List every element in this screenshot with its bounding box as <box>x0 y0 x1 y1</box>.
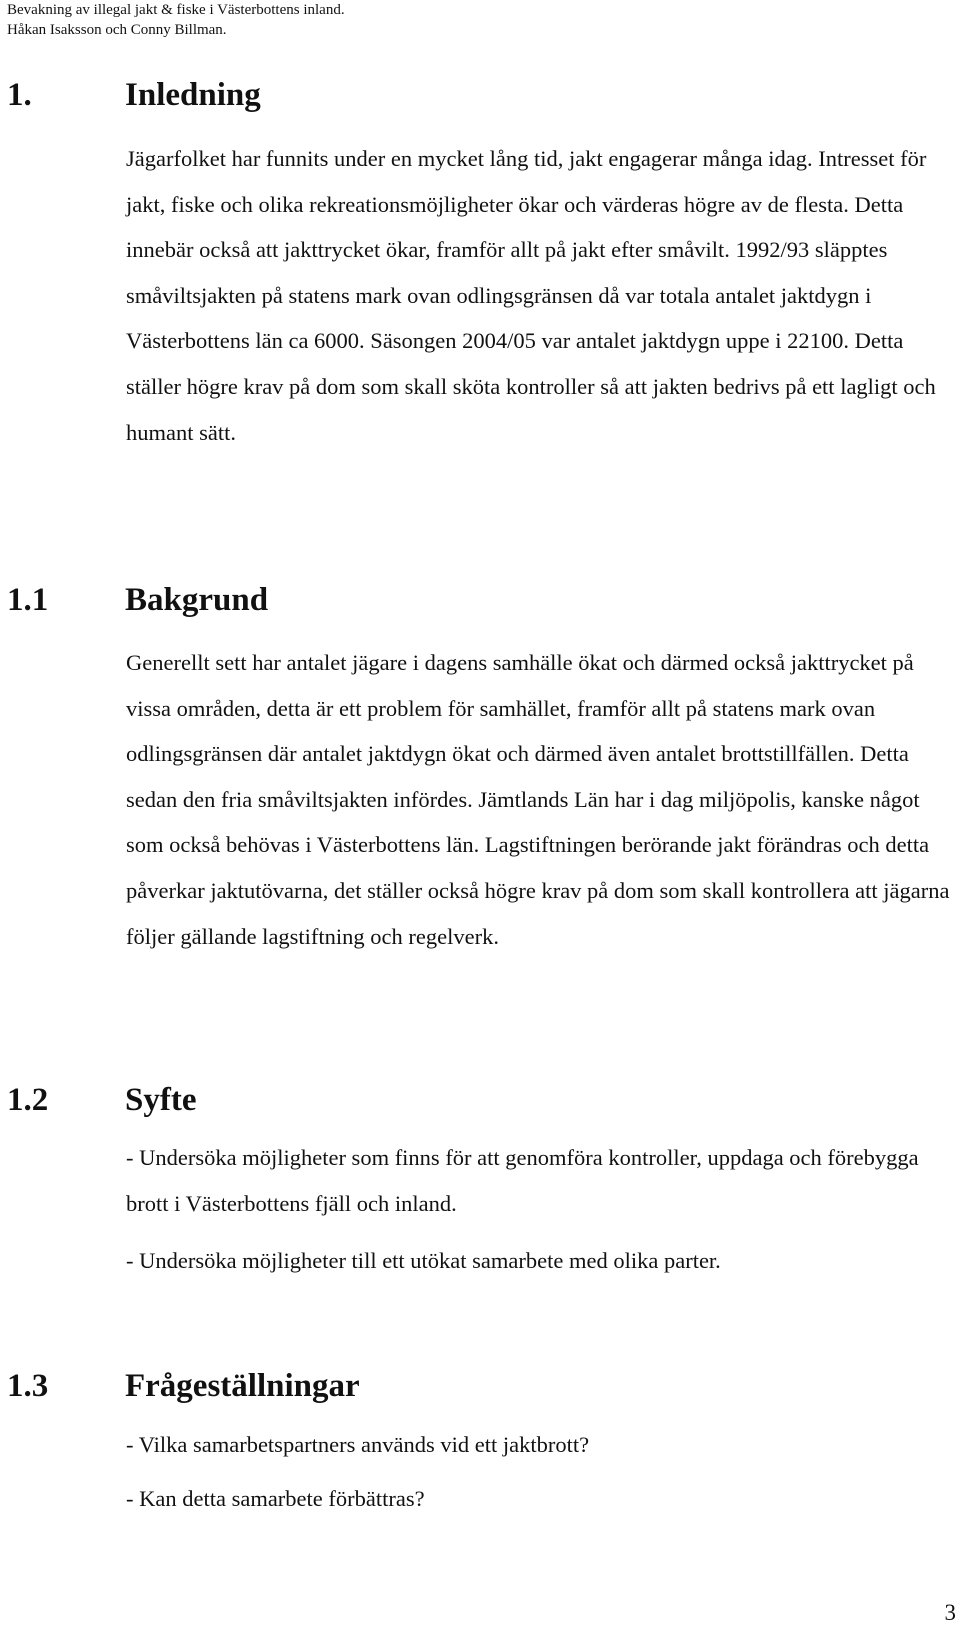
section-title: Frågeställningar <box>125 1368 360 1404</box>
header-authors: Håkan Isaksson och Conny Billman. <box>7 22 227 38</box>
section-number: 1.1 <box>7 582 49 618</box>
section-number: 1.2 <box>7 1082 49 1118</box>
section-heading-bakgrund <box>7 580 268 620</box>
question-item: - Vilka samarbetspartners används vid ett jaktbrott? <box>126 1432 590 1457</box>
section-heading-fragestallningar <box>7 1366 360 1406</box>
section-heading-syfte <box>7 1080 196 1120</box>
purpose-item: - Undersöka möjligheter till ett utökat samarbete med olika parter. <box>126 1248 721 1273</box>
section-number: 1. <box>7 77 32 113</box>
background-paragraph: Generellt sett har antalet jägare i dagens samhälle ökat och därmed också jakttrycket på vissa områden, detta är ett problem för samhället, framför allt på statens mark ovan odlingsgränsen där antalet jaktdygn ökat och därmed även antalet brottstillfällen. Detta sedan den fria småviltsjakten infördes. Jämtlands Län har i dag miljöpolis, kanske något som också behövas i Västerbottens län. Lagstiftningen berörande jakt förändras och detta påverkar jaktutövarna, det ställer också högre krav på dom som skall kontrollera att jägarna följer gällande lagstiftning och regelverk. <box>126 650 950 949</box>
intro-paragraph-block <box>126 136 956 455</box>
purpose-item: - Undersöka möjligheter som finns för att genomföra kontroller, uppdaga och förebygga brott i Västerbottens fjäll och inland. <box>126 1145 919 1216</box>
question-item: - Kan detta samarbete förbättras? <box>126 1486 425 1511</box>
section-heading-inledning <box>7 75 261 115</box>
running-header <box>7 0 345 40</box>
section-number: 1.3 <box>7 1368 49 1404</box>
header-title: Bevakning av illegal jakt & fiske i Västerbottens inland. <box>7 2 345 18</box>
section-title: Inledning <box>125 77 261 113</box>
background-paragraph-block <box>126 640 956 959</box>
section-title: Bakgrund <box>125 582 269 618</box>
section-title: Syfte <box>125 1082 197 1118</box>
page-number: 3 <box>944 1600 956 1625</box>
intro-paragraph: Jägarfolket har funnits under en mycket lång tid, jakt engagerar många idag. Intresset för jakt, fiske och olika rekreationsmöjligheter ökar och värderas högre av de flesta. Detta innebär också att jakttrycket ökar, framför allt på jakt efter småvilt. 1992/93 släpptes småviltsjakten på statens mark ovan odlingsgränsen då var totala antalet jaktdygn i Västerbottens län ca 6000. Säsongen 2004/05 var antalet jaktdygn uppe i 22100. Detta ställer högre krav på dom som skall sköta kontroller så att jakten bedrivs på ett lagligt och humant sätt. <box>126 146 936 445</box>
